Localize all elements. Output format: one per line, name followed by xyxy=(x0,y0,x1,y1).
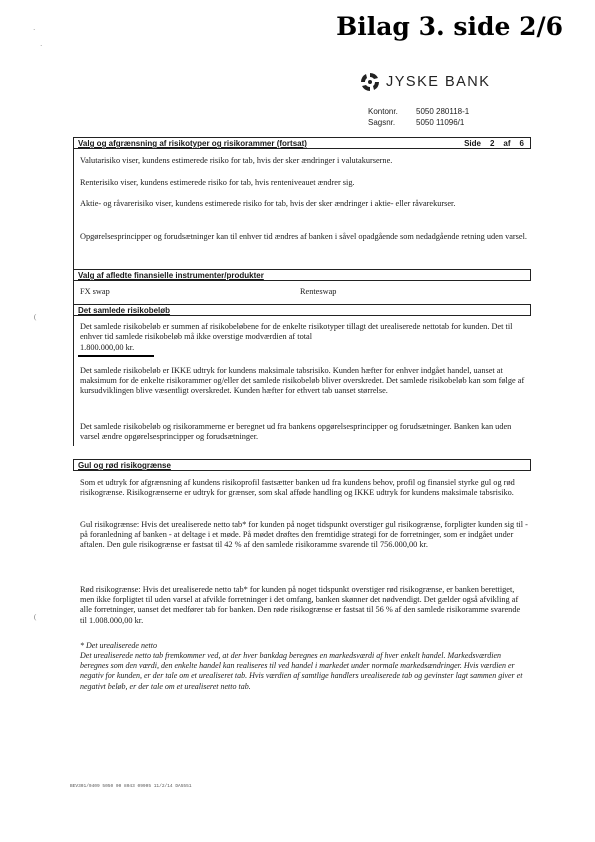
exhibit-stamp: Bilag 3. side 2/6 xyxy=(336,12,563,41)
red-limit-paragraph: Rød risikogrænse: Hvis det urealiserede netto tab* for kunden på noget tidspunkt overstiger rød risikogrænse, er banken berettiget, men ikke forpligtet til uden varsel at afvikle forretninger i det omfang, banken skønner det nødvendigt. Det gælder også afvikling af alle forretninger, uanset det medfører tab for banken. Den røde risikogrænse er fastsat til 56 % af den samlede risikoramme svarende til 1.008.000,00 kr. xyxy=(80,585,521,625)
instrument-item: FX swap xyxy=(80,287,110,296)
limits-intro-paragraph: Som et udtryk for afgrænsning af kundens risikoprofil fastsætter banken ud fra kundens behov, profil og finansiel styrke gul og rød risikogrænse. Risikogrænserne er udtryk for grænser, som skal afføde handling og IKKE udtryk for kundens maksimale tabsrisiko. xyxy=(80,478,515,498)
page-of: af xyxy=(503,139,511,148)
currency-risk-paragraph: Valutarisiko viser, kundens estimerede risiko for tab, hvis der sker ændringer i valutakurserne. xyxy=(80,156,393,165)
section-frame-line xyxy=(73,316,74,446)
case-number-row xyxy=(368,118,464,127)
jyske-bank-emblem-icon xyxy=(360,72,380,92)
scan-speck: · xyxy=(33,26,36,34)
section-heading-text: Valg af afledte finansielle instrumenter/produkter xyxy=(78,271,264,280)
case-number-value: 5050 11096/1 xyxy=(416,118,465,127)
bank-name: JYSKE BANK xyxy=(386,74,491,90)
instrument-item: Renteswap xyxy=(300,287,337,296)
case-number-label: Sagsnr. xyxy=(368,118,396,127)
page-total: 6 xyxy=(519,139,524,148)
account-number-label: Kontonr. xyxy=(368,107,398,116)
bank-logo xyxy=(360,72,490,92)
page-indicator xyxy=(455,138,524,150)
form-code-footer: BEV301/0409 5050 00 8043 09905 11/2/14 DA5551 xyxy=(70,784,192,789)
section-heading-risk-types xyxy=(73,137,531,149)
principles-paragraph: Opgørelsesprincipper og forudsætninger kan til enhver tid ændres af banken i såvel opadgående som nedadgående retning uden varsel. xyxy=(80,232,527,241)
yellow-limit-paragraph: Gul risikogrænse: Hvis det urealiserede netto tab* for kunden på noget tidspunkt overstiger gul risikogrænse, forpligter kunden sig til - på foranledning af banken - at deltage i et møde. På mødet drøftes den fremtidige strategi for de forretninger, som er indgået under aftalen. Den gule risikogrænse er fastsat til 42 % af den samlede risikoramme svarende til 756.000,00 kr. xyxy=(80,520,528,550)
section-heading-instruments xyxy=(73,269,531,281)
calculation-paragraph: Det samlede risikobeløb og risikorammerne er beregnet ud fra bankens opgørelsesprincipper og forudsætninger. Banken kan uden varsel ændre opgørelsesprincipper og forudsætninger. xyxy=(80,422,512,442)
account-number-row xyxy=(368,107,469,116)
account-number-value: 5050 280118-1 xyxy=(416,107,470,116)
section-heading-limits xyxy=(73,459,531,471)
equity-risk-paragraph: Aktie- og råvarerisiko viser, kundens estimerede risiko for tab, hvis der sker ændringer i aktie- eller råvarekurser. xyxy=(80,199,456,208)
total-risk-amount: 1.800.000,00 kr. xyxy=(80,343,135,352)
handwritten-underline xyxy=(78,355,154,357)
section-heading-text: Valg og afgrænsning af risikotyper og risikorammer (fortsat) xyxy=(78,139,307,148)
footnote-title: * Det urealiserede netto xyxy=(80,641,157,650)
section-heading-total-risk xyxy=(73,304,531,316)
scan-speck: ( xyxy=(34,613,37,621)
scan-speck: ( xyxy=(34,313,37,321)
total-risk-paragraph: Det samlede risikobeløb er summen af risikobeløbene for de enkelte risikotyper tillagt det urealiserede nettotab for kunden. Det til enhver tid samlede risikobeløb må ikke overstige modværdien af total xyxy=(80,322,513,342)
footnote-body: Det urealiserede netto tab fremkommer ved, at der hver bankdag beregnes en markedsværdi af hver enkelt handel. Markedsværdien beregnes som den værdi, den enkelte handel kan realiseres til ved handel i markedet under normale markedsændringer. Hvis værdien er negativ for kunden, er der tale om et urealiseret tab. Hvis værdien af samtlige handlers urealiserede tab og gevinster lagt sammen giver et negativt beløb, er der tale om et urealiseret netto tab. xyxy=(80,651,523,691)
interest-risk-paragraph: Renterisiko viser, kundens estimerede risiko for tab, hvis renteniveauet ændrer sig. xyxy=(80,178,355,187)
page-number: 2 xyxy=(489,139,495,148)
section-heading-text: Det samlede risikobeløb xyxy=(78,306,171,315)
section-frame-line xyxy=(73,149,74,305)
page-label: Side xyxy=(464,139,481,148)
scan-speck: · xyxy=(40,42,43,50)
max-loss-paragraph: Det samlede risikobeløb er IKKE udtryk for kundens maksimale tabsrisiko. Kunden hæfter for enhver indgået handel, uanset at maksimum for de enkelte risikorammer og/eller det samlede risikobeløb bliver overskredet. Det samlede risikobeløb kan som følge af kursudviklingen blive væsentligt overskredet. Kunden hæfter for ethvert tab uanset størrelse. xyxy=(80,366,525,396)
section-heading-text: Gul og rød risikogrænse xyxy=(78,461,171,470)
